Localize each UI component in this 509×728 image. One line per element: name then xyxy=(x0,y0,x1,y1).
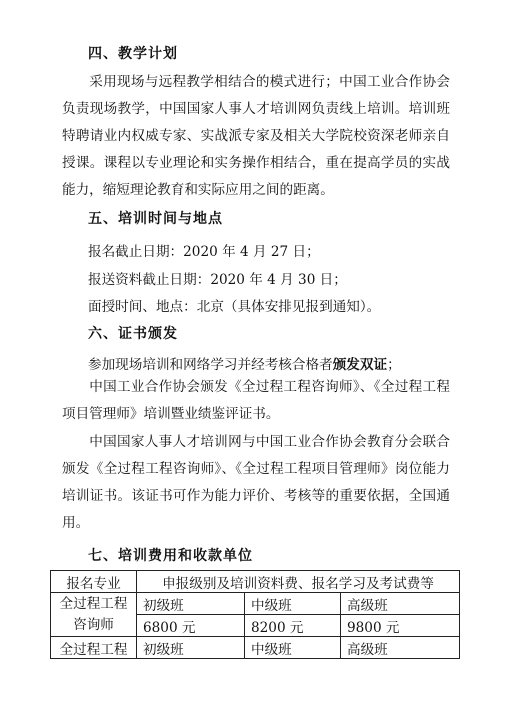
table-cell-level: 中级班 xyxy=(245,637,341,659)
table-header-row xyxy=(51,571,460,593)
section-heading-teaching-plan: 四、教学计划 xyxy=(88,46,178,62)
table-cell-major: 全过程工程 xyxy=(51,637,137,659)
table-cell-level: 高级班 xyxy=(341,637,460,659)
table-cell-level: 初级班 xyxy=(137,637,245,659)
materials-deadline: 报送资料截止日期：2020 年 4 月 30 日； xyxy=(88,272,347,288)
section-heading-fees: 七、培训费用和收款单位 xyxy=(88,548,253,564)
certificate-paragraph-1: 中国工业合作协会颁发《全过程工程咨询师》、《全过程工程项目管理师》培训暨业绩鉴评证书。 xyxy=(62,379,450,422)
table-cell-level: 初级班 xyxy=(137,593,245,615)
training-time-location: 面授时间、地点：北京（具体安排见报到通知）。 xyxy=(88,299,381,315)
fee-table xyxy=(50,570,460,659)
teaching-plan-paragraph: 采用现场与远程教学相结合的模式进行；中国工业合作协会负责现场教学，中国国家人事人才培训网负责线上培训。培训班特聘请业内权威专家、实战派专家及相关大学院校资深老师亲自授课。课程以专业理论和实务操作相结合，重在提高学员的实战能力，缩短理论教育和实际应用之间的距离。 xyxy=(62,74,450,198)
certificate-intro-bold: 颁发双证 xyxy=(332,357,388,373)
section-heading-certificates: 六、证书颁发 xyxy=(88,326,178,342)
table-cell-level: 高级班 xyxy=(341,593,460,615)
section-heading-time-location: 五、培训时间与地点 xyxy=(88,211,223,227)
registration-deadline: 报名截止日期：2020 年 4 月 27 日； xyxy=(88,244,320,260)
table-header-major: 报名专业 xyxy=(51,571,137,593)
table-row xyxy=(51,593,460,615)
certificate-paragraph-2: 中国国家人事人才培训网与中国工业合作协会教育分会联合颁发《全过程工程咨询师》、《全过程工程项目管理师》岗位能力培训证书。该证书可作为能力评价、考核等的重要依据，全国通用。 xyxy=(62,434,450,531)
table-cell-price: 9800 元 xyxy=(341,615,460,637)
table-row xyxy=(51,637,460,659)
certificate-intro xyxy=(88,353,401,373)
table-cell-level: 中级班 xyxy=(245,593,341,615)
certificate-intro-prefix: 参加现场培训和网络学习并经考核合格者 xyxy=(88,357,333,373)
table-cell-price: 6800 元 xyxy=(137,615,245,637)
certificate-intro-suffix: ； xyxy=(387,357,401,373)
table-cell-price: 8200 元 xyxy=(245,615,341,637)
table-header-fees: 申报级别及培训资料费、报名学习及考试费等 xyxy=(137,571,460,593)
table-cell-major: 全过程工程咨询师 xyxy=(51,593,137,637)
